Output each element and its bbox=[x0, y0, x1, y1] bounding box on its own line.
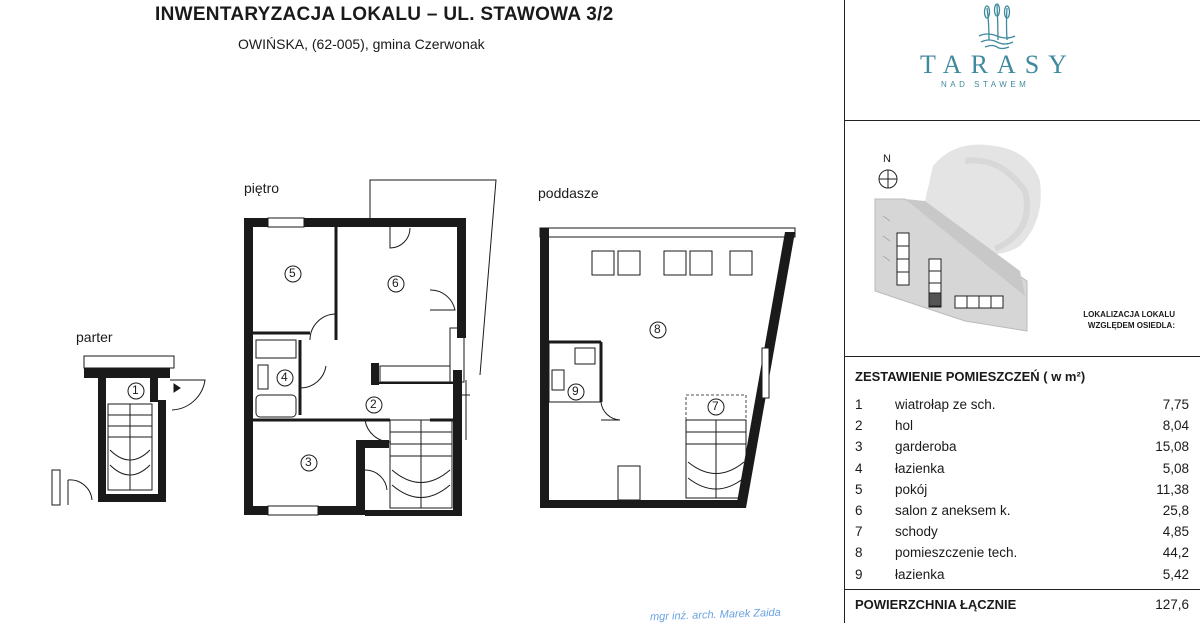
room-marker-8: 8 bbox=[654, 322, 661, 336]
room-name: schody bbox=[895, 524, 938, 540]
location-caption: LOKALIZACJA LOKALU WZGLĘDEM OSIEDLA: bbox=[1083, 310, 1175, 330]
room-area: 5,08 bbox=[1162, 460, 1189, 476]
plan-poddasze bbox=[540, 228, 795, 508]
north-label: N bbox=[883, 153, 891, 165]
table-row bbox=[855, 545, 1189, 566]
room-number: 5 bbox=[855, 481, 863, 497]
table-row bbox=[855, 397, 1189, 418]
room-area: 7,75 bbox=[1162, 397, 1189, 412]
table-row bbox=[855, 503, 1189, 524]
room-name: łazienka bbox=[895, 460, 945, 476]
info-panel bbox=[844, 0, 1200, 623]
total-divider bbox=[845, 589, 1200, 590]
room-number: 1 bbox=[855, 397, 863, 412]
logo-section bbox=[845, 0, 1200, 121]
brand-name: TARASY bbox=[920, 50, 1076, 79]
room-name: salon z aneksem k. bbox=[895, 502, 1011, 518]
room-marker-9: 9 bbox=[572, 384, 579, 398]
room-area: 5,42 bbox=[1162, 566, 1189, 582]
room-area: 8,04 bbox=[1162, 418, 1189, 434]
table-row bbox=[855, 567, 1189, 588]
document-subtitle: OWIŃSKA, (62-005), gmina Czerwonak bbox=[238, 36, 485, 52]
room-name: garderoba bbox=[895, 439, 957, 455]
room-area: 25,8 bbox=[1162, 502, 1189, 518]
architect-signature: mgr inż. arch. Marek Zaida bbox=[649, 606, 781, 623]
table-row bbox=[855, 482, 1189, 503]
plan-parter bbox=[52, 356, 205, 505]
room-marker-7: 7 bbox=[712, 399, 719, 413]
table-row bbox=[855, 418, 1189, 439]
total-row bbox=[855, 597, 1189, 612]
room-marker-4: 4 bbox=[281, 370, 288, 384]
room-area: 44,2 bbox=[1162, 545, 1189, 561]
room-number: 6 bbox=[855, 502, 863, 518]
room-number: 2 bbox=[855, 418, 863, 434]
room-number: 3 bbox=[855, 439, 863, 455]
room-marker-3: 3 bbox=[305, 455, 312, 469]
room-marker-1: 1 bbox=[132, 383, 139, 397]
room-marker-6: 6 bbox=[392, 276, 399, 290]
room-name: wiatrołap ze sch. bbox=[895, 397, 996, 412]
table-row bbox=[855, 439, 1189, 460]
brand-tagline: NAD STAWEM bbox=[941, 80, 1030, 89]
location-map-section bbox=[845, 121, 1200, 357]
room-number: 7 bbox=[855, 524, 863, 540]
total-value: 127,6 bbox=[1155, 597, 1189, 612]
room-name: łazienka bbox=[895, 566, 945, 582]
room-area: 4,85 bbox=[1162, 524, 1189, 540]
table-row bbox=[855, 461, 1189, 482]
floor-label-poddasze: poddasze bbox=[538, 185, 599, 201]
room-number: 9 bbox=[855, 566, 863, 582]
reed-logo-icon bbox=[975, 2, 1021, 50]
room-marker-5: 5 bbox=[289, 266, 296, 280]
room-name: pomieszczenie tech. bbox=[895, 545, 1018, 561]
floor-label-pietro: piętro bbox=[244, 180, 280, 196]
room-area: 15,08 bbox=[1155, 439, 1189, 455]
room-marker-2: 2 bbox=[370, 397, 377, 411]
floor-label-parter: parter bbox=[76, 329, 113, 345]
total-label: POWIERZCHNIA ŁĄCZNIE bbox=[855, 597, 1017, 612]
room-name: hol bbox=[895, 418, 914, 434]
compass-icon bbox=[879, 170, 897, 188]
document-title: INWENTARYZACJA LOKALU – UL. STAWOWA 3/2 bbox=[155, 4, 614, 25]
table-row bbox=[855, 524, 1189, 545]
rooms-table bbox=[855, 397, 1189, 588]
plan-pietro bbox=[244, 180, 496, 516]
room-number: 8 bbox=[855, 545, 863, 561]
room-number: 4 bbox=[855, 460, 863, 476]
room-area: 11,38 bbox=[1156, 481, 1189, 497]
room-name: pokój bbox=[895, 481, 928, 497]
rooms-table-title: ZESTAWIENIE POMIESZCZEŃ ( w m²) bbox=[855, 369, 1086, 384]
